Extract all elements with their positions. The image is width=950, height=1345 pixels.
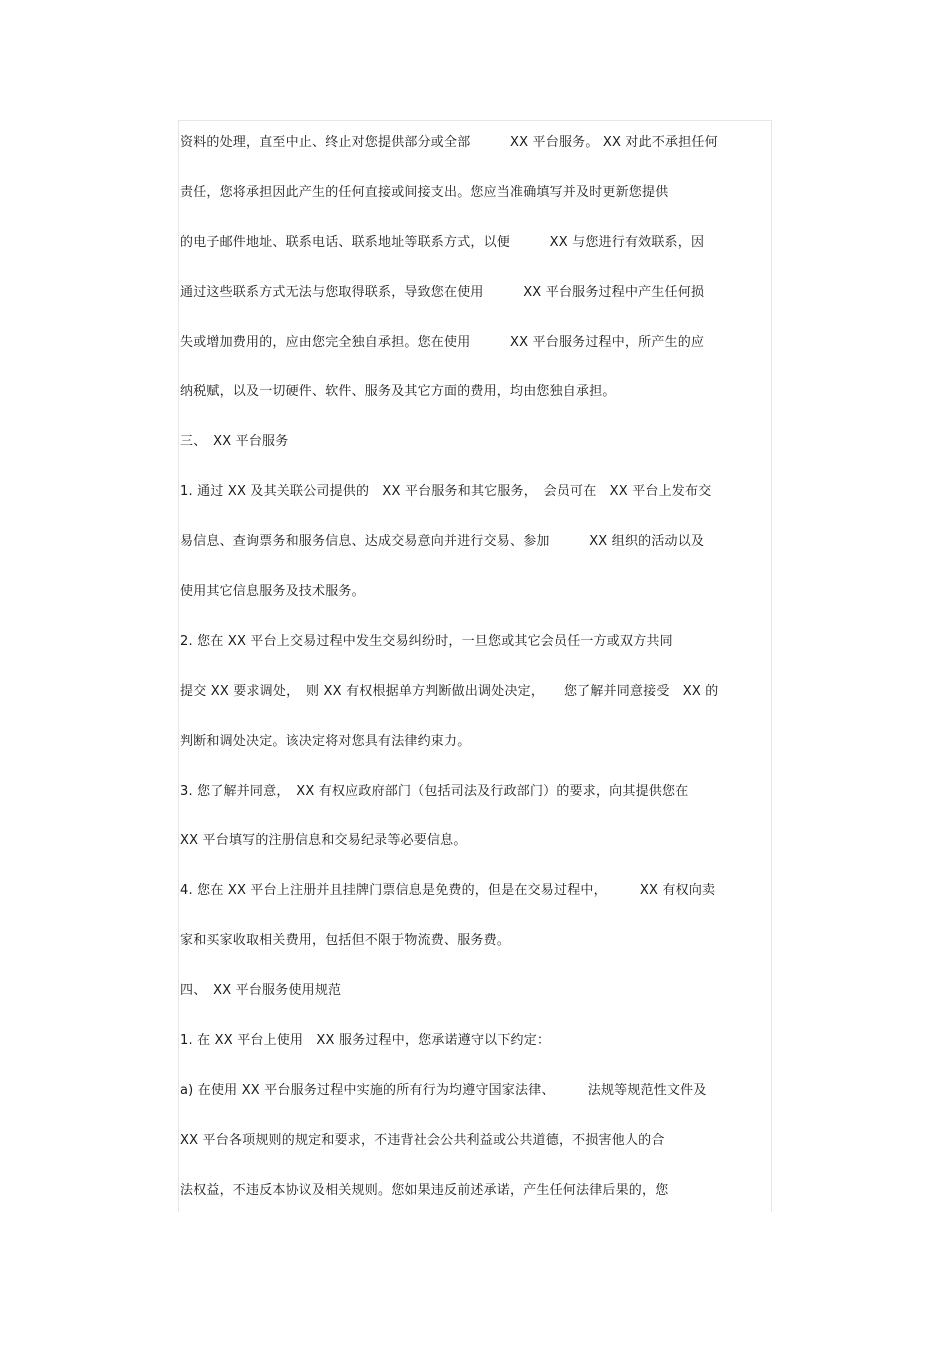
- text-line: 3. 您了解并同意， XX 有权应政府部门（包括司法及行政部门）的要求，向其提供您在: [180, 783, 689, 799]
- section-heading: 三、 XX 平台服务: [180, 434, 289, 450]
- text-line: 纳税赋，以及一切硬件、软件、服务及其它方面的费用，均由您独自承担。: [180, 384, 616, 400]
- text-line: 责任，您将承担因此产生的任何直接或间接支出。您应当准确填写并及时更新您提供: [180, 184, 669, 200]
- text-line: a) 在使用 XX 平台服务过程中实施的所有行为均遵守国家法律、 法规等规范性文件及: [180, 1082, 707, 1098]
- text-line: 通过这些联系方式无法与您取得联系，导致您在使用 XX 平台服务过程中产生任何损: [180, 284, 705, 300]
- section-heading: 四、 XX 平台服务使用规范: [180, 983, 342, 999]
- document-body: [180, 128, 775, 1226]
- text-line: 资料的处理，直至中止、终止对您提供部分或全部 XX 平台服务。 XX 对此不承担任何: [180, 135, 718, 150]
- text-line: 家和买家收取相关费用，包括但不限于物流费、服务费。: [180, 933, 511, 949]
- text-line: 4. 您在 XX 平台上注册并且挂牌门票信息是免费的，但是在交易过程中， XX 有权向卖: [180, 883, 716, 899]
- text-line: 使用其它信息服务及技术服务。: [180, 584, 365, 600]
- text-line: 判断和调处决定。该决定将对您具有法律约束力。: [180, 733, 471, 749]
- text-line: 1. 在 XX 平台上使用 XX 服务过程中，您承诺遵守以下约定：: [180, 1033, 551, 1049]
- text-line: 的电子邮件地址、联系电话、联系地址等联系方式，以便 XX 与您进行有效联系，因: [180, 234, 705, 250]
- text-line: XX 平台各项规则的规定和要求，不违背社会公共利益或公共道德，不损害他人的合: [180, 1132, 665, 1148]
- text-line: 提交 XX 要求调处， 则 XX 有权根据单方判断做出调处决定， 您了解并同意接受 XX 的: [180, 683, 719, 699]
- text-line: 易信息、查询票务和服务信息、达成交易意向并进行交易、参加 XX 组织的活动以及: [180, 534, 705, 550]
- text-line: 2. 您在 XX 平台上交易过程中发生交易纠纷时，一旦您或其它会员任一方或双方共同: [180, 633, 673, 649]
- text-line: 1. 通过 XX 及其关联公司提供的 XX 平台服务和其它服务， 会员可在 XX 平台上发布交: [180, 484, 712, 500]
- text-line: 法权益，不违反本协议及相关规则。您如果违反前述承诺，产生任何法律后果的，您: [180, 1182, 669, 1198]
- text-line: 失或增加费用的，应由您完全独自承担。您在使用 XX 平台服务过程中，所产生的应: [180, 334, 705, 350]
- text-line: XX 平台填写的注册信息和交易纪录等必要信息。: [180, 833, 467, 849]
